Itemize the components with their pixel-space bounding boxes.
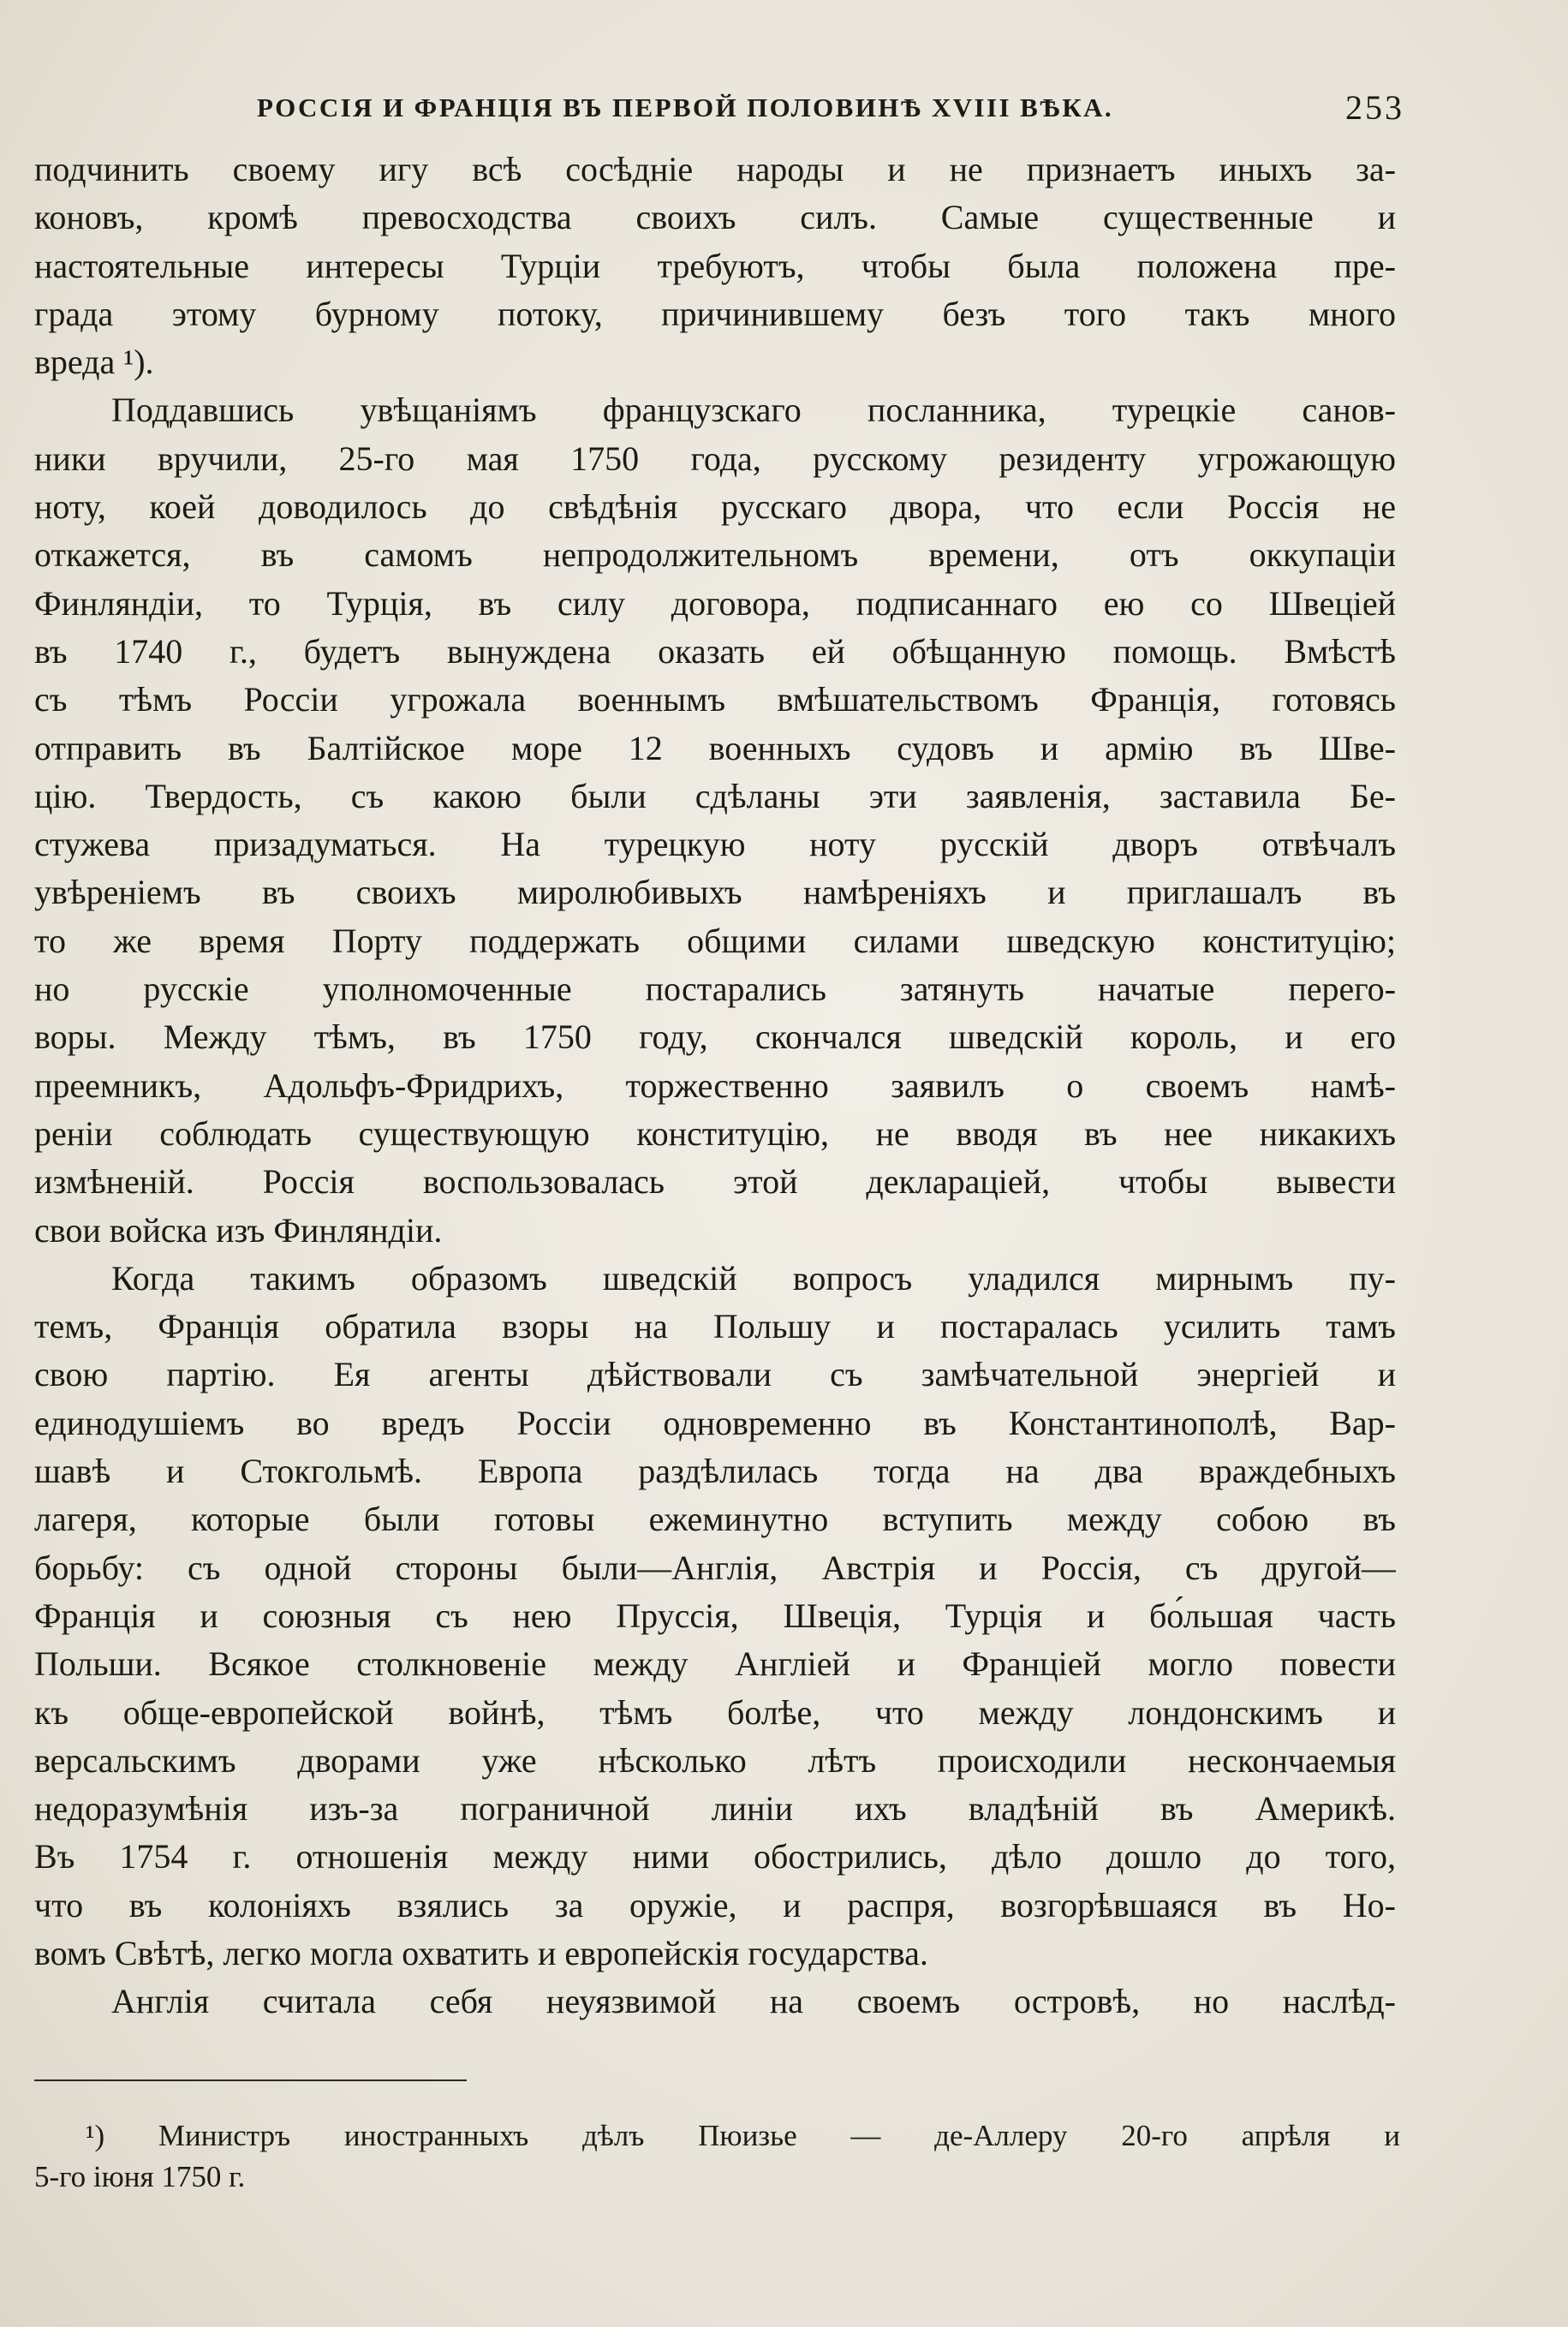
text-line: подчинить своему игу всѣ сосѣдніе народы и не признаетъ иныхъ за- [34, 150, 1396, 188]
text-line: настоятельные интересы Турціи требуютъ, чтобы была положена пре- [34, 246, 1396, 285]
text-line: увѣреніемъ въ своихъ миролюбивыхъ намѣреніяхъ и приглашалъ въ [34, 873, 1396, 912]
running-title: РОССІЯ И ФРАНЦІЯ ВЪ ПЕРВОЙ ПОЛОВИНѢ XVIII ВѢКА. [257, 92, 1114, 122]
text-line: темъ, Франція обратила взоры на Польшу и постаралась усилить тамъ [34, 1307, 1396, 1346]
text-line: съ тѣмъ Россіи угрожала военнымъ вмѣшательствомъ Франція, готовясь [34, 680, 1396, 719]
footnote-separator [34, 2079, 467, 2081]
text-line: отправить въ Балтійское море 12 военныхъ судовъ и армію въ Шве- [34, 728, 1396, 767]
text-line: ноту, коей доводилось до свѣдѣнія русскаго двора, что если Россія не [34, 487, 1396, 527]
text-line: борьбу: съ одной стороны были—Англія, Австрія и Россія, съ другой— [34, 1548, 1396, 1587]
text-line: ники вручили, 25-го мая 1750 года, русскому резиденту угрожающую [34, 439, 1396, 478]
text-line: шавѣ и Стокгольмѣ. Европа раздѣлилась тогда на два враждебныхъ [34, 1452, 1396, 1491]
text-line: что въ колоніяхъ взялись за оружіе, и распря, возгорѣвшаяся въ Но- [34, 1885, 1396, 1924]
text-line: но русскіе уполномоченные постарались затянуть начатые перего- [34, 970, 1396, 1009]
text-line: недоразумѣнія изъ-за пограничной линіи ихъ владѣній въ Америкѣ. [34, 1789, 1396, 1829]
text-line: Поддавшись увѣщаніямъ французскаго посланника, турецкіе санов- [111, 391, 1396, 430]
text-line: единодушіемъ во вредъ Россіи одновременно въ Константинополѣ, Вар- [34, 1403, 1396, 1442]
text-line: свои войска изъ Финляндіи. [34, 1210, 443, 1250]
text-line: цію. Твердость, съ какою были сдѣланы эти заявленія, заставила Бе- [34, 776, 1396, 815]
text-line: Когда такимъ образомъ шведскій вопросъ уладился мирнымъ пу- [111, 1258, 1396, 1298]
body-text [34, 146, 1396, 2026]
text-line: откажется, въ самомъ непродолжительномъ времени, отъ оккупаціи [34, 535, 1396, 575]
text-line: воры. Между тѣмъ, въ 1750 году, скончался шведскій король, и его [34, 1017, 1396, 1057]
text-line: преемникъ, Адольфъ-Фридрихъ, торжественно заявилъ о своемъ намѣ- [34, 1065, 1396, 1105]
text-line: версальскимъ дворами уже нѣсколько лѣтъ происходили нескончаемыя [34, 1740, 1396, 1780]
text-line: стужева призадуматься. На турецкую ноту русскій дворъ отвѣчалъ [34, 825, 1396, 864]
footnote-line: 5-го іюня 1750 г. [34, 2160, 246, 2193]
footnote-line: ¹) Министръ иностранныхъ дѣлъ Пюизье — де-Аллеру 20-го апрѣля и [86, 2119, 1400, 2152]
text-line: града этому бурному потоку, причинившему безъ того такъ много [34, 294, 1396, 333]
text-line: къ обще-европейской войнѣ, тѣмъ болѣе, что между лондонскимъ и [34, 1692, 1396, 1732]
text-line: то же время Порту поддержать общими силами шведскую конституцію; [34, 921, 1396, 960]
text-line: лагеря, которые были готовы ежеминутно вступить между собою въ [34, 1500, 1396, 1539]
text-line: реніи соблюдать существующую конституцію, не вводя въ нее никакихъ [34, 1113, 1396, 1153]
text-line: Франція и союзныя съ нею Пруссія, Швеція, Турція и бо́льшая часть [34, 1596, 1396, 1635]
page-header [248, 86, 1404, 137]
text-line: вреда ¹). [34, 343, 154, 382]
text-line: Финляндіи, то Турція, въ силу договора, подписаннаго ею со Швеціей [34, 583, 1396, 623]
text-line: коновъ, кромѣ превосходства своихъ силъ. Самые существенные и [34, 198, 1396, 237]
page-number: 253 [1345, 88, 1404, 127]
footnote [34, 2115, 1400, 2198]
text-line: измѣненій. Россія воспользовалась этой декларацiей, чтобы вывести [34, 1162, 1396, 1202]
text-line: Въ 1754 г. отношенія между ними обострились, дѣло дошло до того, [34, 1837, 1396, 1877]
text-line: Польши. Всякое столкновеніе между Англіей и Франціей могло повести [34, 1644, 1396, 1684]
text-line: свою партію. Ея агенты дѣйствовали съ замѣчательной энергіей и [34, 1355, 1396, 1394]
text-line: Англія считала себя неуязвимой на своемъ островѣ, но наслѣд- [111, 1982, 1396, 2021]
text-line: въ 1740 г., будетъ вынуждена оказать ей обѣщанную помощь. Вмѣстѣ [34, 631, 1396, 671]
text-line: вомъ Свѣтѣ, легко могла охватить и европейскія государства. [34, 1933, 928, 1972]
